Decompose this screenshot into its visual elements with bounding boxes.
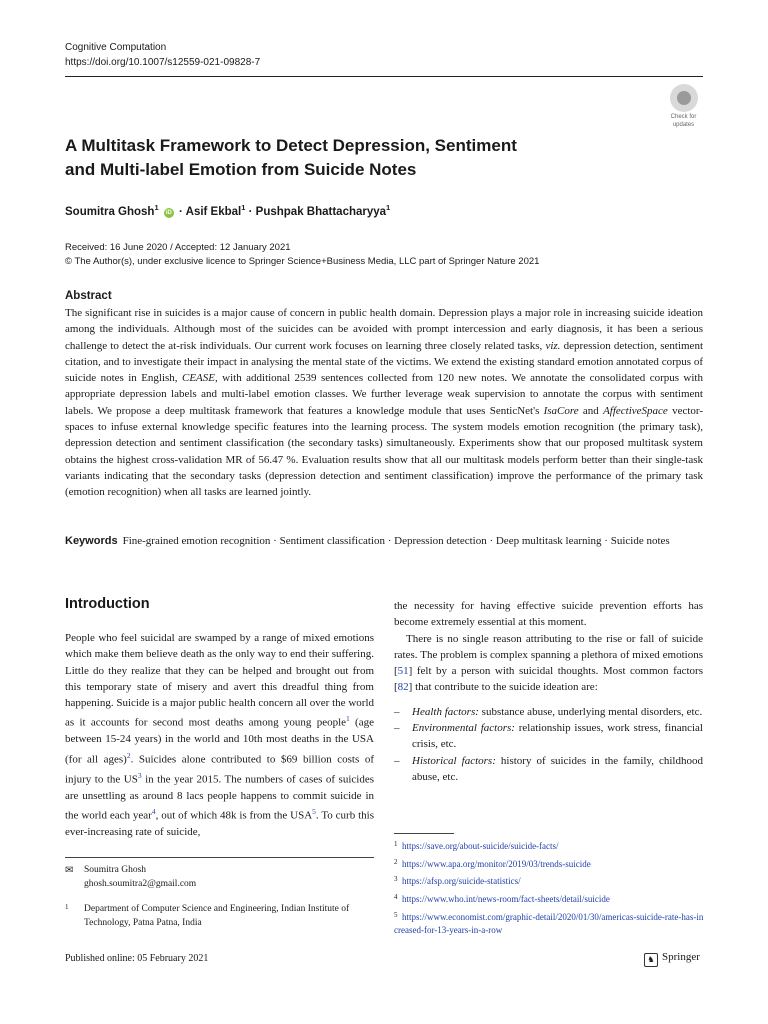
footnote-link[interactable]: https://afsp.org/suicide-statistics/	[402, 876, 521, 886]
header-rule	[65, 76, 703, 77]
check-for-updates-badge[interactable]	[664, 84, 703, 128]
published-date: Published online: 05 February 2021	[65, 953, 209, 964]
affiliation	[65, 903, 365, 930]
abstract-body	[65, 305, 703, 501]
introduction-heading: Introduction	[65, 596, 150, 612]
mail-icon: ✉	[65, 865, 74, 876]
author-separator: ·	[248, 205, 256, 218]
footnote	[394, 909, 706, 937]
abstract-heading: Abstract	[65, 290, 112, 302]
footnote-ref-4[interactable]: 4	[151, 806, 156, 816]
corresponding-author: Soumitra Ghosh	[84, 865, 147, 875]
para2-text-a: There is no single reason attributing to the rise or fall of suicide rates. The problem is complex spanning a plethora of mixed emotions [	[394, 632, 703, 678]
author-1-aff: 1	[154, 203, 159, 212]
received-accepted: Received: 16 June 2020 / Accepted: 12 January 2021	[65, 242, 291, 253]
citation-82[interactable]: 82	[397, 681, 409, 694]
abstract-text-3: , with additional 2539 sentences collected from 120 new notes. We annotate the consolidated corpus with appropriate depression labels and multi-label emotion classes. We further leverage weak supervision to annotate the corpus with sentiment labels. We propose a deep multitask framework that features a knowledge module that uses SenticNet's	[65, 372, 703, 417]
intro-right-para-1: the necessity for having effective suicide prevention efforts has become extremely essential at this moment.	[394, 600, 703, 629]
paper-title	[65, 134, 625, 182]
intro-text-6: . To curb this ever-increasing rate of suicide,	[65, 809, 374, 838]
author-2-aff: 1	[241, 203, 246, 212]
author-list	[65, 203, 390, 218]
dash-bullet: –	[394, 754, 400, 767]
intro-right-para-2	[394, 631, 703, 696]
abstract-text-4: vector-spaces to infuse external knowledge specific features into the learning process. The system models emotion recognition (the primary task), depression detection and sentiment classification (the secondary tasks) simultaneously. Experiments show that our proposed multitask system obtains the highest cross-validation MR of 56.47 %. Evaluation results show that all our multitask models perform better than their single-task variants indicating that the secondary tasks (depression detection and sentiment classification) improve the performance of the primary task (emotion recognition) when all tasks are learned jointly.	[65, 404, 703, 499]
footnote-number: 2	[394, 857, 398, 866]
footnote	[394, 855, 706, 873]
author-3: Pushpak Bhattacharyya	[255, 205, 387, 218]
footnote-number: 1	[394, 840, 398, 848]
footnote-link[interactable]: https://www.apa.org/monitor/2019/03/trends-suicide	[402, 858, 591, 869]
author-3-aff: 1	[386, 203, 391, 212]
abstract-viz: viz.	[545, 339, 561, 352]
para2-text-c: ] that contribute to the suicide ideation are:	[408, 681, 598, 694]
footnote-ref-5[interactable]: 5	[312, 806, 316, 816]
intro-text-4: in the year 2015. The numbers of cases of suicides are unsettling as around 8 lacs people happens to commit suicide in the world each year	[65, 773, 374, 822]
dash-bullet: –	[394, 722, 400, 735]
abstract-cease: CEASE	[181, 372, 215, 385]
copyright: © The Author(s), under exclusive licence to Springer Science+Business Media, LLC part of Springer Nature 2021	[65, 256, 540, 267]
footnote-link[interactable]: https://save.org/about-suicide/suicide-facts/	[402, 841, 559, 851]
abstract-isacore: IsaCore	[543, 404, 579, 417]
intro-right-column	[394, 598, 703, 785]
springer-horse-icon: ♞	[644, 953, 658, 967]
corresponding-email[interactable]: ghosh.soumitra2@gmail.com	[84, 878, 197, 889]
publisher-logo[interactable]	[644, 951, 700, 967]
footnote	[394, 872, 706, 890]
footnote	[394, 890, 706, 908]
abstract-text-1: The significant rise in suicides is a major cause of concern in public health domain. Depression plays a major role in increasing suicide ideation among the individuals. Although most of the suicides can be avoided with prompt intercession and early diagnosis, it has been a serious challenge to detect the at-risk individuals. Our current work focuses on learning three closely related tasks,	[65, 307, 703, 352]
intro-text-5: , out of which 48k is from the USA	[155, 809, 313, 822]
correspondence	[65, 864, 196, 891]
footnote-rule	[394, 833, 454, 834]
intro-text-3: . Suicides alone contributed to $69 billion costs of injury to the US	[65, 753, 374, 786]
factor-text: substance abuse, underlying mental disorders, etc.	[478, 705, 703, 718]
keywords	[65, 533, 703, 549]
author-2: Asif Ekbal	[185, 205, 242, 218]
list-item	[394, 704, 703, 720]
intro-text-2: (age between 15-24 years) in the world and 10th most deaths in the USA (for all ages)	[65, 717, 374, 766]
check-updates-icon	[670, 84, 698, 112]
footnote-number: 4	[394, 892, 398, 901]
title-line-2: and Multi-label Emotion from Suicide Notes	[65, 160, 417, 179]
citation-51[interactable]: 51	[397, 665, 409, 678]
factor-label: Health factors:	[412, 705, 479, 718]
journal-header	[65, 40, 260, 70]
abstract-and: and	[578, 404, 604, 417]
factor-text: history of suicides in the family, childhood abuse, etc.	[412, 754, 703, 783]
title-line-1: A Multitask Framework to Detect Depression, Sentiment	[65, 136, 517, 155]
footnote-link[interactable]: https://www.who.int/news-room/fact-sheets/detail/suicide	[402, 893, 610, 904]
left-footer-rule	[65, 857, 374, 858]
abstract-text-2: depression detection, sentiment citation, and to investigate their impact in analysing the mental state of the victims. We extend the existing standard emotion annotated corpus of suicide notes in English,	[65, 339, 703, 385]
footnote-link[interactable]: https://www.economist.com/graphic-detail/2020/01/30/americas-suicide-rate-has-increased-for-13-years-in-a-row	[394, 912, 704, 935]
footnote-number: 3	[394, 875, 398, 883]
list-item	[394, 753, 703, 786]
list-item	[394, 720, 703, 753]
footnote-ref-3[interactable]: 3	[137, 770, 142, 780]
dates-block	[65, 241, 539, 269]
badge-line1: Check for	[670, 114, 697, 120]
abstract-affectivespace: AffectiveSpace	[603, 404, 668, 417]
footnote-ref-2[interactable]: 2	[126, 750, 131, 760]
publisher-name: Springer	[662, 951, 700, 963]
journal-name: Cognitive Computation	[65, 42, 167, 53]
factor-label: Environmental factors:	[412, 722, 515, 735]
factor-text: relationship issues, work stress, financial crisis, etc.	[412, 722, 703, 751]
footnote-number: 5	[394, 911, 398, 919]
intro-text-1: People who feel suicidal are swamped by a range of mixed emotions which make them believe death as the only way to end their suffering. Little do they realize that they can be helped and brought out from this temporary state of misery and avert this dreadful thing from happening. Suicide is a major public health concern all over the world as it accounts for second most deaths among young people	[65, 632, 374, 730]
orcid-icon[interactable]: iD	[165, 209, 172, 216]
author-separator: ·	[179, 205, 186, 218]
affiliation-number: 1	[65, 903, 69, 911]
para2-text-b: ] felt by a person with suicidal thoughts. Most common factors [	[394, 665, 703, 694]
factor-label: Historical factors:	[412, 754, 496, 767]
footnotes	[394, 837, 706, 937]
factors-list	[394, 704, 703, 785]
keywords-label: Keywords	[65, 535, 118, 547]
author-1: Soumitra Ghosh	[65, 205, 155, 218]
affiliation-text: Department of Computer Science and Engineering, Indian Institute of Technology, Patna Patna, India	[84, 904, 350, 928]
footnote	[394, 837, 706, 855]
keywords-text: Fine-grained emotion recognition · Sentiment classification · Depression detection · Deep multitask learning · Suicide notes	[122, 535, 670, 547]
badge-line2: updates	[672, 122, 695, 128]
dash-bullet: –	[394, 705, 400, 718]
intro-left-column	[65, 630, 374, 840]
footnote-ref-1[interactable]: 1	[346, 714, 350, 724]
doi-link[interactable]: https://doi.org/10.1007/s12559-021-09828-7	[65, 57, 261, 68]
